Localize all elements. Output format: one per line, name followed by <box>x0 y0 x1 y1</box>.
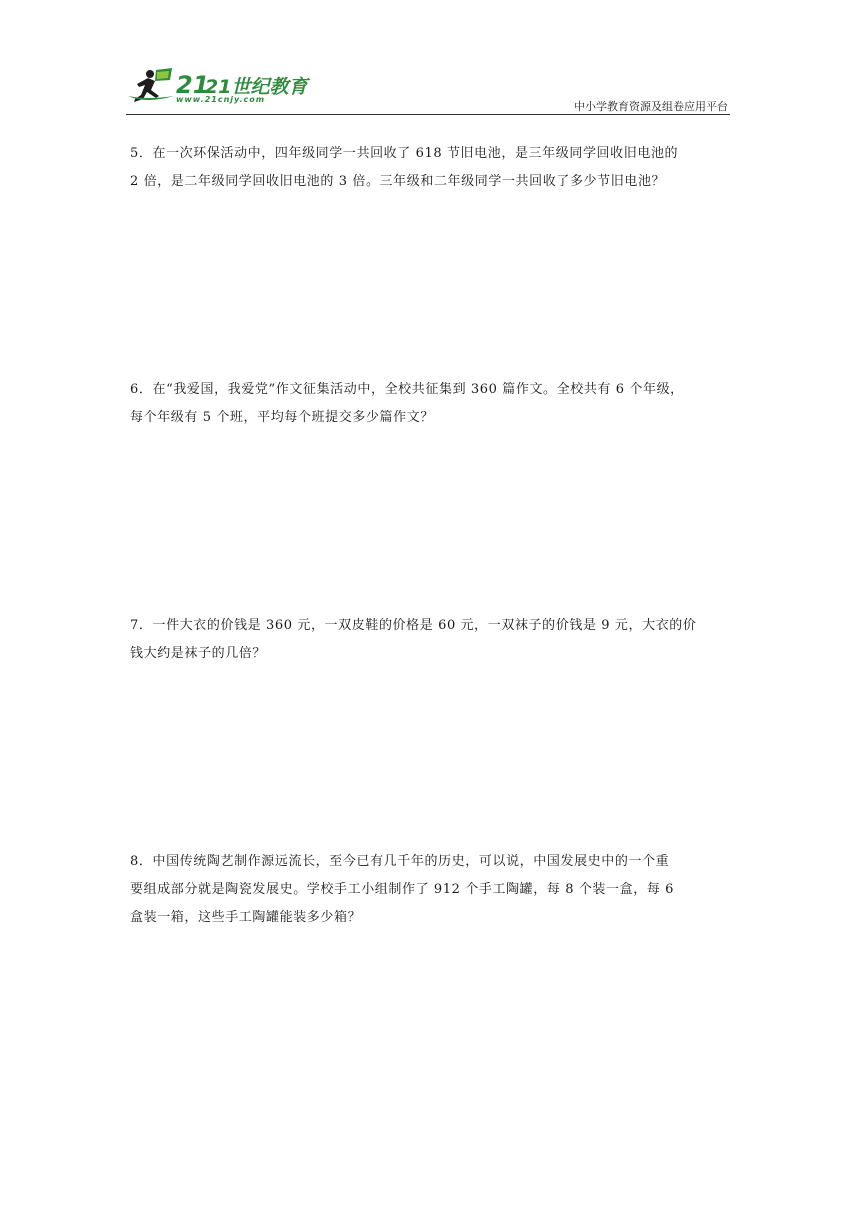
platform-title: 中小学教育资源及组卷应用平台 <box>574 100 728 113</box>
logo-text: 21世纪教育 <box>205 76 308 98</box>
question-7: 7．一件大衣的价钱是 360 元，一双皮鞋的价格是 60 元，一双袜子的价钱是 9 元，大衣的价 钱大约是袜子的几倍？ <box>130 618 697 661</box>
logo-url: www.21cnjy.com <box>176 95 266 104</box>
question-6: 6．在“我爱国，我爱党”作文征集活动中，全校共征集到 360 篇作文。全校共有 6 个年级， 每个年级有 5 个班，平均每个班提交多少篇作文？ <box>130 382 684 425</box>
logo <box>126 66 308 110</box>
header-divider <box>126 114 730 115</box>
question-5: 5．在一次环保活动中，四年级同学一共回收了 618 节旧电池，是三年级同学回收旧电池的 2 倍，是二年级同学回收旧电池的 3 倍。三年级和二年级同学一共回收了多少节旧电池？ <box>130 146 679 189</box>
logo-21: 21 <box>176 71 210 99</box>
page-header <box>126 66 730 116</box>
question-8: 8．中国传统陶艺制作源远流长，至今已有几千年的历史，可以说，中国发展史中的一个重 要组成部分就是陶瓷发展史。学校手工小组制作了 912 个手工陶罐，每 8 个装一盒，每 6 盒装一箱，这些手工陶罐能装多少箱？ <box>130 854 675 925</box>
